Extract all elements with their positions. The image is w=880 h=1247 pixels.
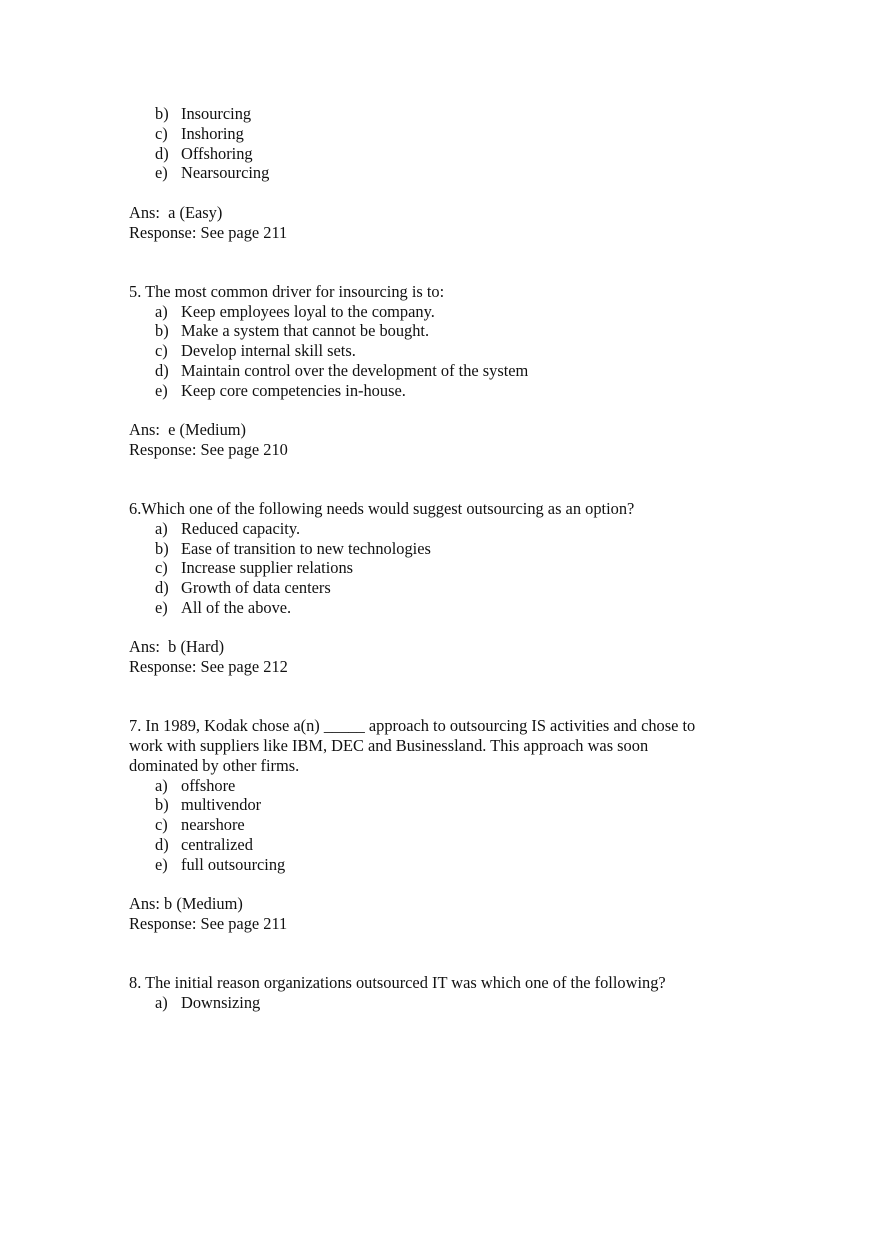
- option-letter: c): [155, 558, 168, 578]
- option-text: nearshore: [181, 815, 245, 834]
- response-reference: Response: See page 212: [129, 657, 288, 676]
- answer-option: [129, 321, 829, 341]
- answer-key: Ans: b (Medium): [129, 894, 243, 913]
- spacer: [129, 183, 829, 203]
- answer-option: [129, 302, 829, 322]
- answer-key: Ans: e (Medium): [129, 420, 246, 439]
- option-letter: d): [155, 834, 169, 854]
- option-letter: b): [155, 795, 169, 815]
- answer-option: [129, 795, 829, 815]
- answer-option: [129, 598, 829, 618]
- spacer: [129, 618, 829, 638]
- answer-option: [129, 993, 829, 1013]
- question-text: 5. The most common driver for insourcing is to:: [129, 281, 445, 301]
- spacer: [129, 874, 829, 894]
- option-text: All of the above.: [181, 597, 292, 617]
- question-block-q4-continued: [129, 104, 829, 282]
- option-letter: e): [155, 163, 168, 183]
- answer-option: [129, 855, 829, 875]
- option-text: offshore: [181, 775, 236, 795]
- spacer: [129, 677, 829, 717]
- option-letter: b): [155, 321, 169, 341]
- answer-key: Ans: b (Hard): [129, 637, 225, 657]
- option-text: Ease of transition to new technologies: [181, 538, 431, 558]
- option-letter: e): [155, 854, 168, 874]
- option-letter: c): [155, 341, 168, 360]
- option-letter: b): [155, 104, 169, 123]
- option-text: multivendor: [181, 795, 262, 815]
- document-page: [129, 104, 829, 1013]
- option-letter: a): [155, 775, 168, 795]
- question-text: work with suppliers like IBM, DEC and Businessland. This approach was soon: [129, 736, 649, 755]
- option-text: Reduced capacity.: [181, 518, 301, 538]
- option-letter: d): [155, 143, 169, 163]
- option-letter: a): [155, 518, 168, 538]
- response-reference: Response: See page 211: [129, 222, 288, 242]
- option-letter: d): [155, 360, 169, 380]
- answer-option: [129, 163, 829, 183]
- answer-option: [129, 539, 829, 559]
- response-reference: Response: See page 211: [129, 913, 288, 933]
- answer-option: [129, 124, 829, 144]
- option-text: Inshoring: [181, 123, 244, 143]
- option-text: Downsizing: [181, 992, 261, 1012]
- option-text: Insourcing: [181, 104, 252, 123]
- question-text: 7. In 1989, Kodak chose a(n) _____ approach to outsourcing IS activities and chose to: [129, 716, 696, 736]
- option-text: centralized: [181, 834, 253, 854]
- option-text: Offshoring: [181, 143, 253, 163]
- option-letter: c): [155, 123, 168, 143]
- question-block-q7: [129, 716, 829, 973]
- option-letter: b): [155, 538, 169, 558]
- answer-option: [129, 558, 829, 578]
- spacer: [129, 242, 829, 282]
- option-text: Increase supplier relations: [181, 558, 354, 578]
- spacer: [129, 400, 829, 420]
- spacer: [129, 460, 829, 500]
- option-text: Make a system that cannot be bought.: [181, 321, 430, 341]
- answer-option: [129, 578, 829, 598]
- answer-option: [129, 519, 829, 539]
- option-letter: e): [155, 380, 168, 400]
- option-text: Nearsourcing: [181, 163, 270, 183]
- option-text: Maintain control over the development of the system: [181, 360, 529, 380]
- answer-option: [129, 381, 829, 401]
- option-text: Keep core competencies in-house.: [181, 380, 406, 400]
- answer-option: [129, 361, 829, 381]
- option-text: Develop internal skill sets.: [181, 341, 356, 360]
- question-text: 8. The initial reason organizations outsourced IT was which one of the following?: [129, 973, 666, 992]
- question-text: dominated by other firms.: [129, 755, 300, 775]
- option-letter: a): [155, 992, 168, 1012]
- answer-option: [129, 144, 829, 164]
- answer-option: [129, 835, 829, 855]
- question-text: 6.Which one of the following needs would suggest outsourcing as an option?: [129, 499, 635, 518]
- option-letter: c): [155, 815, 168, 834]
- option-letter: d): [155, 578, 169, 597]
- answer-option: [129, 815, 829, 835]
- answer-key: Ans: a (Easy): [129, 202, 223, 222]
- answer-option: [129, 341, 829, 361]
- option-letter: e): [155, 597, 168, 617]
- spacer: [129, 934, 829, 974]
- option-text: full outsourcing: [181, 854, 286, 874]
- response-reference: Response: See page 210: [129, 439, 288, 459]
- question-block-q5: [129, 282, 829, 499]
- question-block-q6: [129, 499, 829, 716]
- question-block-q8: [129, 973, 829, 1013]
- option-text: Keep employees loyal to the company.: [181, 301, 435, 321]
- answer-option: [129, 776, 829, 796]
- option-text: Growth of data centers: [181, 578, 331, 597]
- option-letter: a): [155, 301, 168, 321]
- answer-option: [129, 104, 829, 124]
